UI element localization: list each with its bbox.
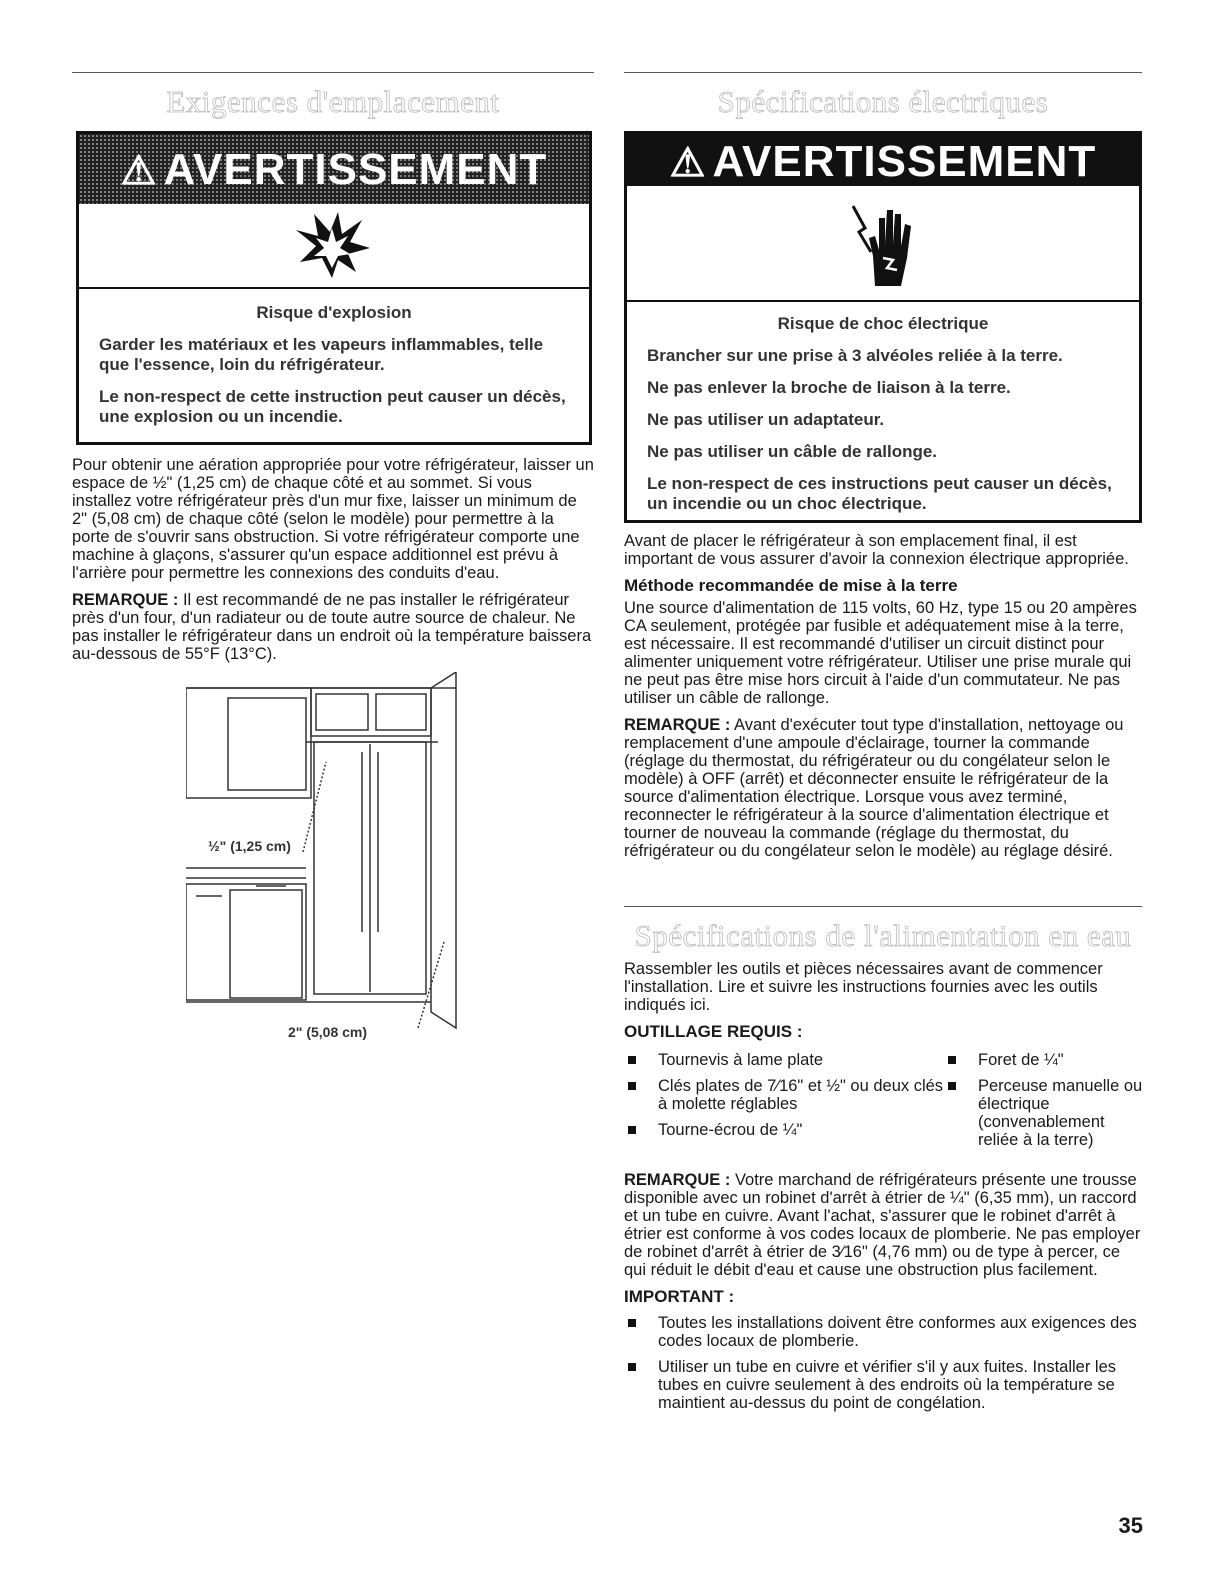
warning-triangle-icon: ⚠ (120, 149, 158, 193)
electric-shock-icon (849, 198, 919, 288)
shock-line-4: Ne pas utiliser un câble de rallonge. (647, 442, 938, 461)
tools-list (624, 1051, 1144, 1165)
risk-title-electrical: Risque de choc électrique (777, 314, 989, 333)
tools-title: OUTILLAGE REQUIS : (624, 1022, 803, 1041)
water-intro: Rassembler les outils et pièces nécessaires avant de commencer l'installation. Lire et suivre les instructions fournies avec les outils indiqués ici. (624, 960, 1103, 1014)
warning-line-1: Garder les matériaux et les vapeurs inflammables, telle que l'essence, loin du réfrigérateur. (99, 335, 544, 374)
method-text: Une source d'alimentation de 115 volts, 60 Hz, type 15 ou 20 ampères CA seulement, protégée par fusible et adéquatement mise à la terre, est nécessaire. Il est recommandé d'utiliser un circuit distinct pour alimenter uniquement votre réfrigérateur. Utiliser une prise murale qui ne peut pas être mise hors circuit à l'aide d'un commutateur. Ne pas utiliser un câble de rallonge. (624, 599, 1137, 707)
electrical-remark-label: REMARQUE : (624, 716, 731, 734)
shock-line-3: Ne pas utiliser un adaptateur. (647, 410, 885, 429)
important-title: IMPORTANT : (624, 1287, 735, 1306)
warning-line-2: Le non-respect de cette instruction peut causer un décès, une explosion ou un incendie. (99, 387, 566, 426)
list-item: Perceuse manuelle ou électrique (convenablement reliée à la terre) (944, 1077, 1144, 1149)
shock-icon-area (627, 186, 1139, 302)
list-item: Toutes les installations doivent être conformes aux exigences des codes locaux de plomberie. (624, 1314, 1144, 1350)
water-text (624, 960, 1144, 1420)
warning-header-text: AVERTISSEMENT (163, 145, 548, 194)
location-text (72, 456, 594, 672)
top-rule-right (624, 72, 1142, 73)
electrical-remark-text: Avant d'exécuter tout type d'installation, nettoyage ou remplacement d'une ampoule d'éclairage, tourner la commande (réglage du thermostat, du réfrigérateur ou du congélateur selon le modèle) à OFF (arrêt) et déconnecter ensuite le réfrigérateur de la source d'alimentation électrique. Lorsque vous avez terminé, reconnecter le réfrigérateur à la source d'alimentation électrique et tourner de nouveau la commande (réglage du thermostat, du réfrigérateur ou du congélateur selon le modèle) au réglage désiré. (624, 716, 1124, 860)
page-number: 35 (1118, 1513, 1143, 1538)
clearance-diagram (186, 672, 486, 1042)
explosion-warning-box (76, 131, 592, 445)
warning-header (79, 134, 589, 204)
warning-header-text-2: AVERTISSEMENT (712, 137, 1097, 186)
location-paragraph: Pour obtenir une aération appropriée pour votre réfrigérateur, laisser un espace de ½" (1,25 cm) de chaque côté et au sommet. Si vous installez votre réfrigérateur près d'un mur fixe, laisser un minimum de 2" (5,08 cm) de chaque côté (selon le modèle) pour permettre à la porte de s'ouvrir sans obstruction. Si votre réfrigérateur comporte une machine à glaçons, s'assurer qu'un espace additionnel est prévu à l'arrière pour permettre les connexions des conduits d'eau. (72, 456, 594, 582)
electrical-intro: Avant de placer le réfrigérateur à son emplacement final, il est important de vous assurer d'avoir la connexion électrique appropriée. (624, 532, 1129, 568)
list-item: Utiliser un tube en cuivre et vérifier s'il y aux fuites. Installer les tubes en cuivre seulement à des endroits où la température se maintient au-dessus du point de congélation. (624, 1358, 1144, 1412)
section-title-location: Exigences d'emplacement (166, 84, 500, 119)
method-title: Méthode recommandée de mise à la terre (624, 576, 958, 595)
important-list (624, 1314, 1144, 1412)
section-title-electrical: Spécifications électriques (717, 84, 1049, 119)
electrical-text (624, 532, 1144, 869)
dimension-bottom-label: 2" (5,08 cm) (288, 1024, 368, 1040)
location-remark (72, 591, 594, 663)
list-item: Tournevis à lame plate (624, 1051, 944, 1069)
list-item: Tourne-écrou de ¼" (624, 1121, 944, 1139)
shock-consequence: Le non-respect de ces instructions peut causer un décès, un incendie ou un choc électrique. (647, 474, 1112, 513)
water-section-rule (624, 906, 1142, 907)
explosion-icon-area (79, 204, 589, 289)
dimension-top-label: ½" (1,25 cm) (208, 838, 291, 854)
shock-line-1: Brancher sur une prise à 3 alvéoles reliée à la terre. (647, 346, 1063, 365)
tools-list-right (944, 1051, 1144, 1157)
remark-label: REMARQUE : (72, 591, 179, 609)
electrical-remark (624, 716, 1144, 860)
electrical-warning-box (624, 131, 1142, 523)
warning-triangle-icon-2: ⚠ (669, 141, 707, 185)
explosion-icon (292, 210, 372, 280)
list-item: Clés plates de 7⁄16" et ½" ou deux clés à molette réglables (624, 1077, 944, 1113)
shock-line-2: Ne pas enlever la broche de liaison à la terre. (647, 378, 1011, 397)
warning-header-electrical (627, 134, 1139, 186)
water-remark-text: Votre marchand de réfrigérateurs présente une trousse disponible avec un robinet d'arrêt à étrier de ¼" (6,35 mm), un raccord et un tube en cuivre. Avant l'achat, s'assurer que le robinet d'arrêt à étrier est conforme à vos codes locaux de plomberie. Ne pas employer de robinet d'arrêt à étrier de 3⁄16" (4,76 mm) ou de type à percer, ce qui réduit le débit d'eau et cause une obstruction plus facilement. (624, 1171, 1141, 1279)
water-remark (624, 1171, 1144, 1279)
list-item: Foret de ¼" (944, 1051, 1144, 1069)
tools-list-left (624, 1051, 944, 1157)
water-remark-label: REMARQUE : (624, 1171, 731, 1189)
risk-title: Risque d'explosion (256, 303, 412, 322)
top-rule-left (72, 72, 594, 73)
section-title-water: Spécifications de l'alimentation en eau (634, 918, 1132, 953)
remark-text: Il est recommandé de ne pas installer le réfrigérateur près d'un four, d'un radiateur ou de toute autre source de chaleur. Ne pas installer le réfrigérateur dans un endroit où la température baissera au-dessous de 55°F (13°C). (72, 591, 592, 663)
